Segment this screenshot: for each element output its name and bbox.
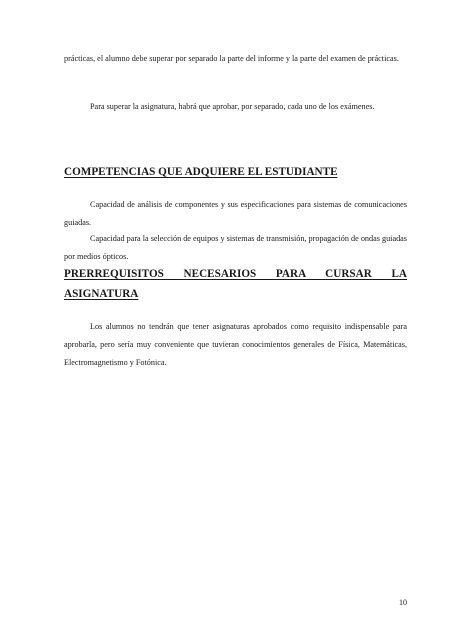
heading-competencias — [64, 162, 407, 182]
paragraph-prerrequisitos: Los alumnos no tendrán que tener asignaturas aprobados como requisito indispensable para aprobarla, pero sería muy conveniente que tuvieran conocimientos generales de Física, Matemáticas, Electromagnetismo y Fotónica. — [64, 322, 407, 367]
paragraph-competencia-seleccion: Capacidad para la selección de equipos y sistemas de transmisión, propagación de ondas guiadas por medios ópticos. — [64, 234, 407, 261]
page-number: 10 — [399, 598, 407, 607]
heading-competencias-text: COMPETENCIAS QUE ADQUIERE EL ESTUDIANTE — [64, 166, 338, 178]
paragraph-superar-asignatura: Para superar la asignatura, habrá que aprobar, por separado, cada uno de los exámenes. — [90, 102, 375, 111]
heading-prerrequisitos-text: PRERREQUISITOS NECESARIOS PARA CURSAR LA ASIGNATURA — [64, 268, 407, 300]
heading-prerrequisitos — [64, 264, 407, 304]
paragraph-practicas: prácticas, el alumno debe superar por separado la parte del informe y la parte del examen de prácticas. — [64, 54, 399, 63]
paragraph-competencia-analisis: Capacidad de análisis de componentes y sus especificaciones para sistemas de comunicaciones guiadas. — [64, 200, 407, 227]
